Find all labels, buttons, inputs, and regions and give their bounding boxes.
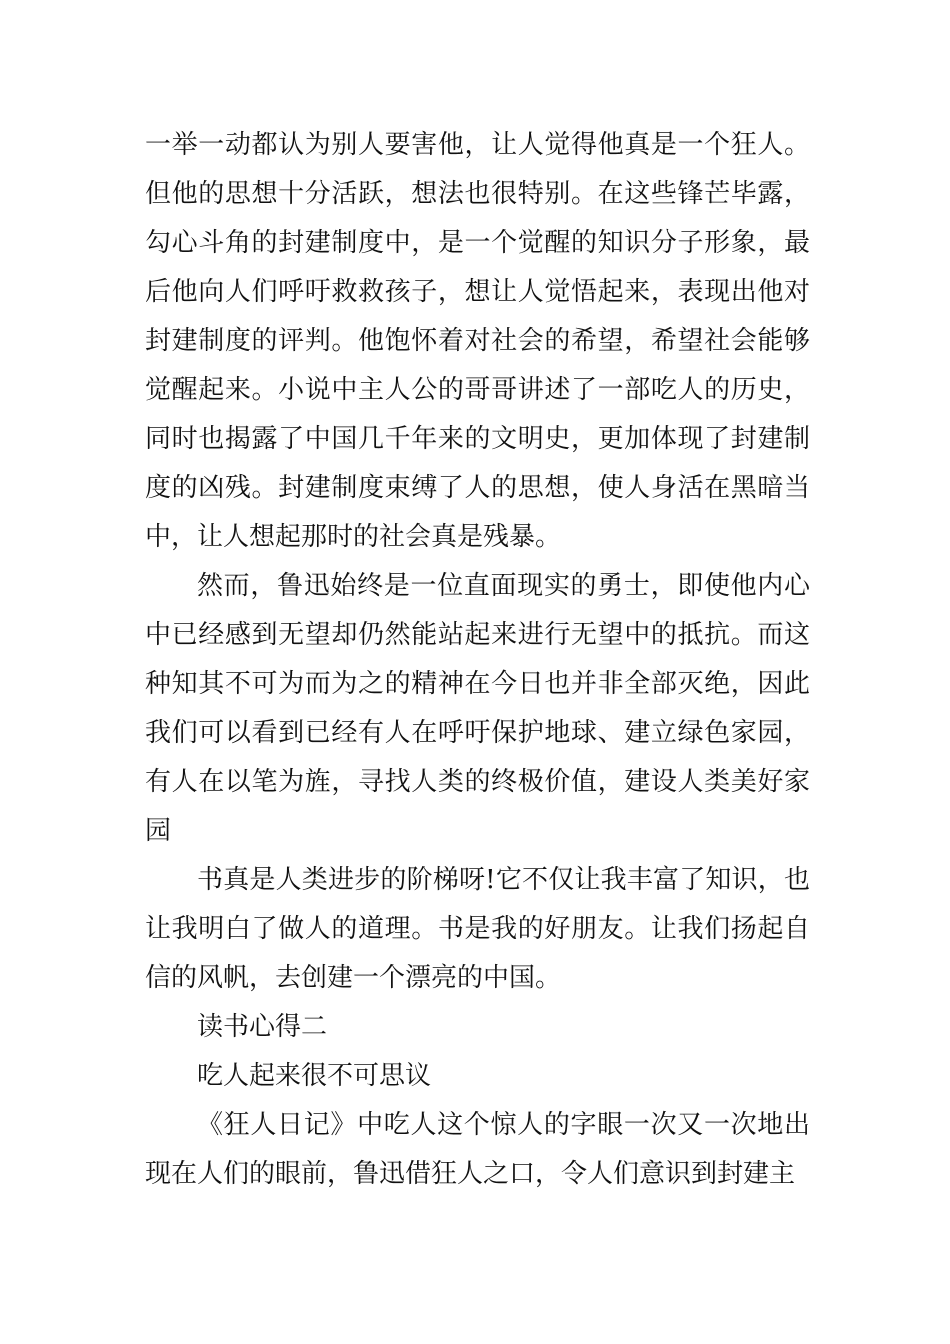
document-body: [145, 121, 810, 1199]
paragraph-books: 书真是人类进步的阶梯呀!它不仅让我丰富了知识，也让我明白了做人的道理。书是我的好朋友。让我们扬起自信的风帆，去创建一个漂亮的中国。: [145, 865, 810, 993]
paragraph-lu-xun: 然而，鲁迅始终是一位直面现实的勇士，即使他内心中已经感到无望却仍然能站起来进行无望中的抵抗。而这种知其不可为而为之的精神在今日也并非全部灭绝，因此我们可以看到已经有人在呼吁保护地球、建立绿色家园，有人在以笔为旌，寻找人类的终极价值，建设人类美好家园: [145, 571, 810, 846]
section-heading: 读书心得二: [197, 1012, 328, 1042]
paragraph-diary: 《狂人日记》中吃人这个惊人的字眼一次又一次地出现在人们的眼前，鲁迅借狂人之口，令人们意识到封建主: [145, 1110, 810, 1189]
paragraph-continuation: 一举一动都认为别人要害他，让人觉得他真是一个狂人。但他的思想十分活跃，想法也很特别。在这些锋芒毕露，勾心斗角的封建制度中，是一个觉醒的知识分子形象，最后他向人们呼吁救救孩子，想让人觉悟起来，表现出他对封建制度的评判。他饱怀着对社会的希望，希望社会能够觉醒起来。小说中主人公的哥哥讲述了一部吃人的历史，同时也揭露了中国几千年来的文明史，更加体现了封建制度的凶残。封建制度束缚了人的思想，使人身活在黑暗当中，让人想起那时的社会真是残暴。: [145, 130, 810, 552]
section-subtitle: 吃人起来很不可思议: [197, 1061, 432, 1091]
